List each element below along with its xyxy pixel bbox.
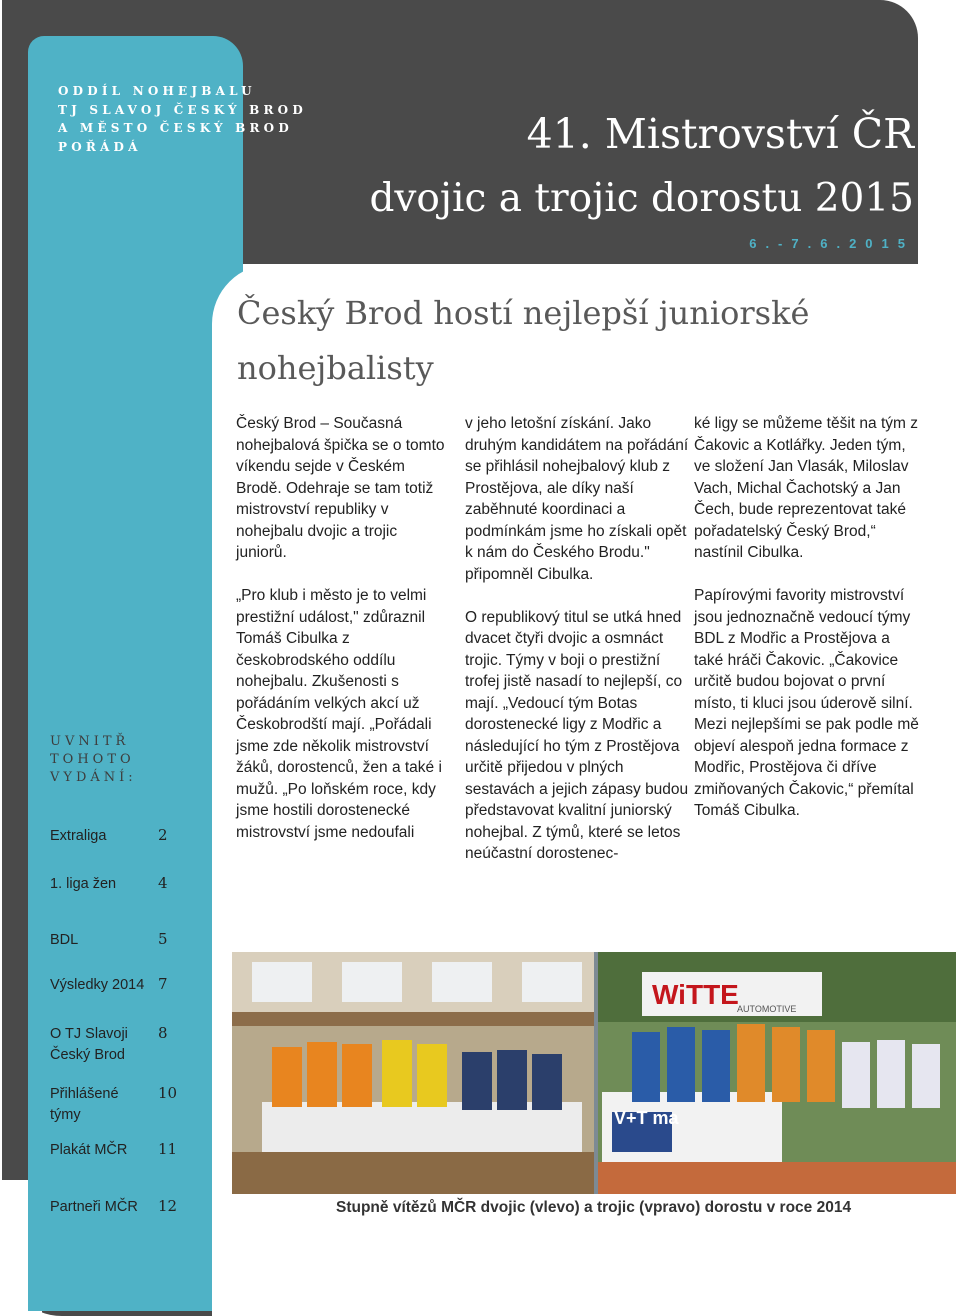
- inside-title-line: TOHOTO: [50, 752, 135, 767]
- toc-item-label[interactable]: O TJ Slavoji Český Brod: [50, 1026, 128, 1063]
- toc-item-page: 7: [158, 975, 168, 993]
- inside-title-line: UVNITŘ: [50, 734, 130, 749]
- article-paragraph: v jeho letošní získání. Jako druhým kandidátem na pořádání se přihlásil nohejbalový klub z Prostějova, ale díky naší zaběhnuté koordinaci a podmínkám jsme ho získali opět k nám do Českého Brodu." připomněl Cibulka.: [465, 415, 689, 583]
- winners-photo-illustration: [232, 952, 956, 1194]
- article-paragraph: Český Brod – Současná nohejbalová špička se o tomto víkendu sejde v Českém Brodě. Odehraje se tam totiž mistrovství republiky v nohejbalu dvojic a trojic juniorů.: [236, 415, 445, 561]
- article-column-3: [694, 413, 922, 843]
- toc-item-page: 11: [158, 1140, 178, 1158]
- banner-subtext: AUTOMOTIVE: [737, 1004, 797, 1014]
- toc-item-page: 2: [158, 826, 168, 844]
- toc-item-label[interactable]: Extraliga: [50, 828, 107, 844]
- banner-text: WiTTE: [652, 979, 739, 1010]
- organizer-line: A MĚSTO ČESKÝ BROD: [58, 121, 293, 135]
- inside-issue-title: [50, 733, 190, 787]
- organizer-block: [58, 82, 307, 156]
- photo-caption: Stupně vítězů MČR dvojic (vlevo) a trojic (vpravo) dorostu v roce 2014: [336, 1199, 852, 1216]
- article-column-1: [236, 413, 451, 865]
- organizer-line: TJ SLAVOJ ČESKÝ BROD: [58, 102, 307, 117]
- toc-item-page: 12: [158, 1197, 178, 1215]
- toc-item-label[interactable]: Výsledky 2014: [50, 977, 145, 993]
- toc-item-label[interactable]: BDL: [50, 932, 79, 948]
- article-paragraph: „Pro klub i město je to velmi prestižní událost," zdůraznil Tomáš Cibulka z českobrodského oddílu nohejbalu. Zkušenosti s pořádáním velkých akcí už Českobrodští mají. „Pořádali jsme zde několik mistrovství žáků, dorostenců, žen a také i mužů. „Po loňském roce, kdy jsme hostili dorostenecké mistrovství jsme nedoufali: [236, 587, 442, 841]
- banner2-text: V+T ma: [614, 1108, 679, 1128]
- article-column-2: [465, 413, 690, 886]
- toc-item-page: 10: [158, 1084, 178, 1102]
- toc-item-page: 4: [158, 874, 168, 892]
- organizer-line: POŘÁDÁ: [58, 139, 142, 154]
- toc-item-page: 8: [158, 1024, 168, 1042]
- organizer-line: ODDÍL NOHEJBALU: [58, 84, 256, 98]
- toc-item-label[interactable]: Partneři MČR: [50, 1199, 138, 1215]
- newsletter-subtitle: dvojic a trojic dorostu 2015: [369, 176, 914, 221]
- inside-title-line: VYDÁNÍ:: [50, 770, 137, 785]
- article-paragraph: Papírovými favority mistrovství jsou jednoznačně vedoucí týmy BDL z Modřic a Prostějova a také hráči Čakovic. „Čakovice určitě budou bojovat o první místo, ti kluci jsou úderově silní. Mezi nejlepšími se pak podle mě objeví alespoň jedna formace z Modřic, Prostějova či dříve zmiňovaných Čakovic,“ přemítal Tomáš Cibulka.: [694, 587, 919, 819]
- toc-item-label[interactable]: 1. liga žen: [50, 876, 117, 892]
- newsletter-title: 41. Mistrovství ČR: [526, 110, 914, 158]
- toc-item-page: 5: [158, 930, 168, 948]
- article-paragraph: ké ligy se můžeme těšit na tým z Čakovic a Kotlářky. Jeden tým, ve složení Jan Vlasák, Miloslav Vach, Michal Čachotský a Jan Čech, bude reprezentovat také pořadatelský Český Brod,“ nastínil Cibulka.: [694, 415, 918, 561]
- article-headline: Český Brod hostí nejlepší juniorské nohejbalisty: [237, 294, 810, 387]
- event-date: 6.-7.6.2015: [749, 236, 914, 251]
- article-paragraph: O republikový titul se utká hned dvacet čtyři dvojic a osmnáct trojic. Týmy v boji o prestižní trofej jistě nasadí to nejlepší, co mají. „Vedoucí tým Botas dorostenecké ligy z Modřic a následující ho tým z Prostějova určitě přijedou v plných sestavách a jejich zápasy budou představovat kvalitní juniorský nohejbal. Z týmů, které se letos neúčastní dorostenec-: [465, 608, 689, 862]
- toc-item-label[interactable]: Přihlášené týmy: [50, 1086, 119, 1123]
- toc-item-label[interactable]: Plakát MČR: [50, 1142, 128, 1158]
- winners-photo: [232, 952, 956, 1194]
